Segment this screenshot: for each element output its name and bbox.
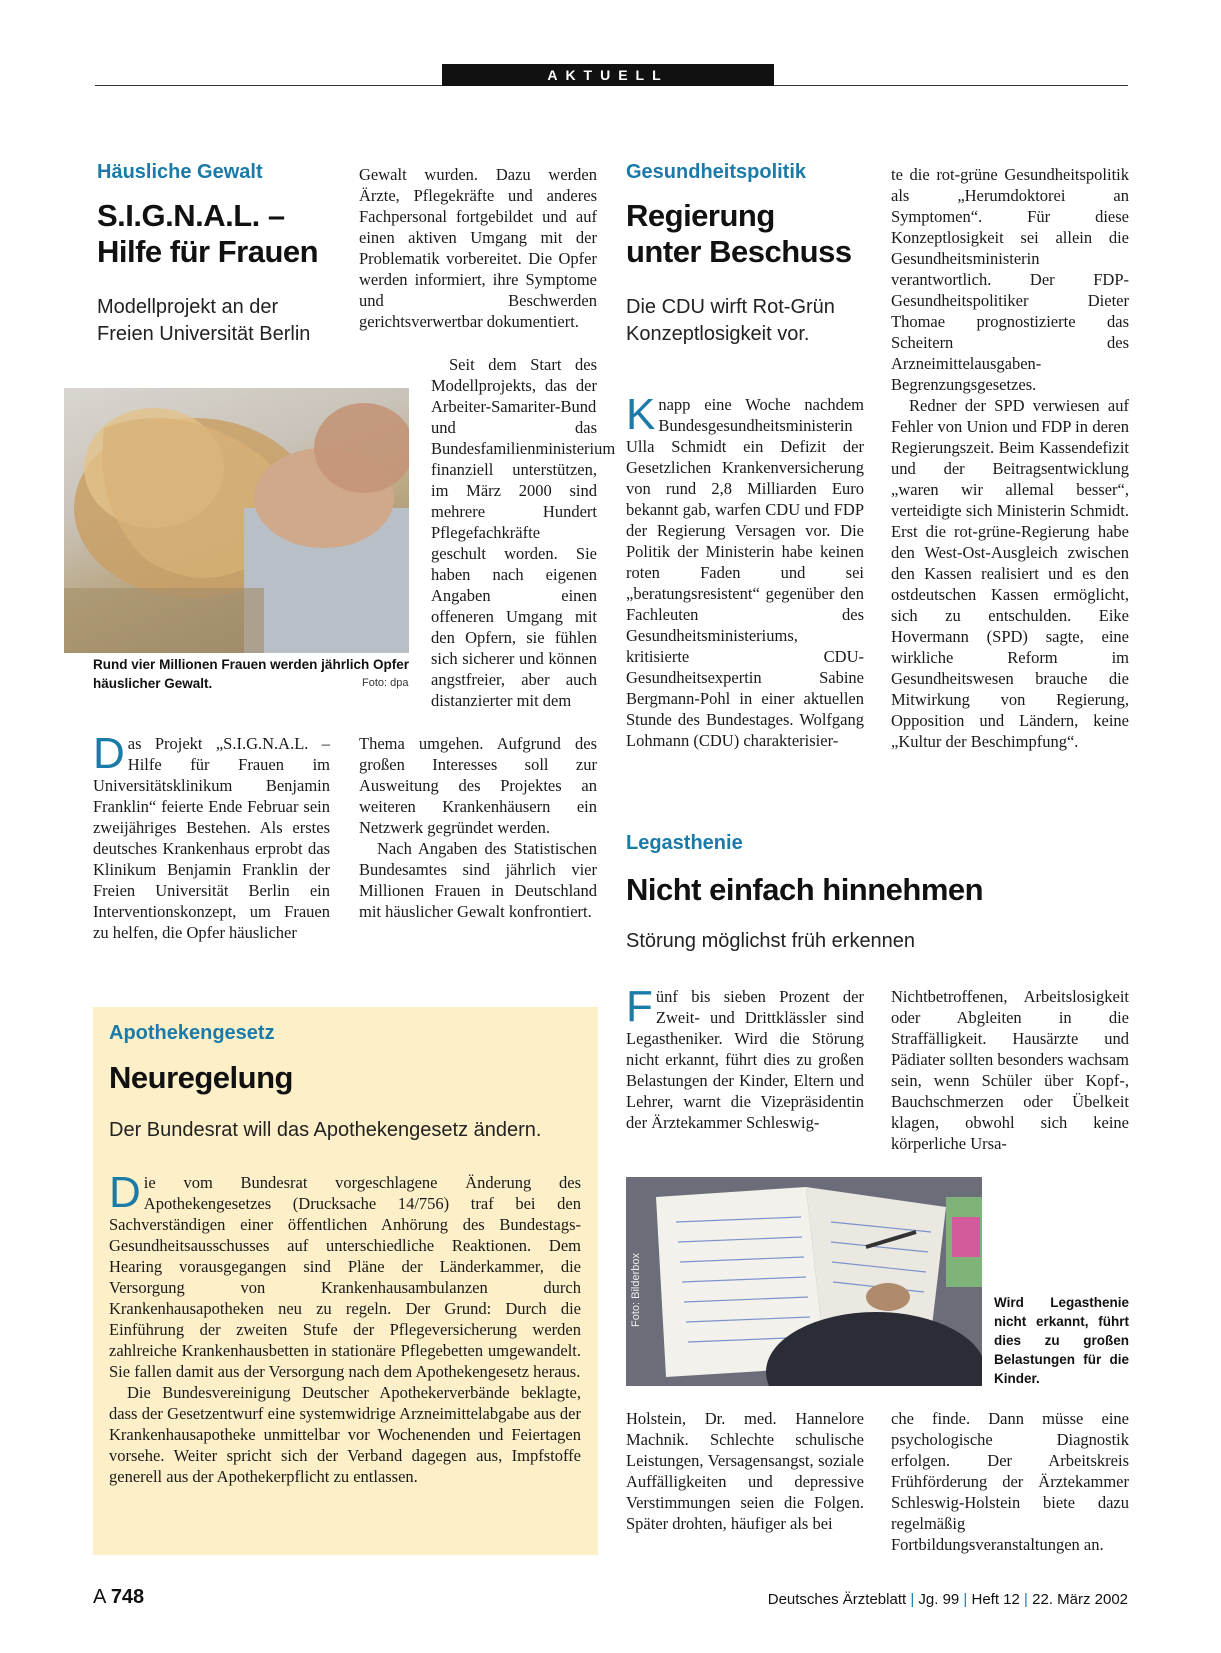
politik-dropcap: K [626, 390, 656, 439]
signal-column-1 [93, 729, 330, 943]
photo-woman-illustration [64, 388, 409, 653]
legasthenie-dropcap: F [626, 982, 653, 1031]
politik-kicker: Gesundheitspolitik [626, 161, 807, 183]
legasthenie-column-1-top [626, 982, 864, 1133]
signal-col2-narrow-text: Seit dem Start des Modellprojekts, das der Arbeiter-Samariter-Bund und das Bundesfamilienministerium finanziell unterstützen, im März 2000 sind mehrere Hundert Pflegefachkräfte geschult worden. Sie haben nach eigenen Angaben einen offeneren Umgang mit den Opfern, sie fühlen sich sicherer und können angstfreier, aber auch distanzierter mit dem [431, 355, 616, 710]
footer-journal: Deutsches Ärzteblatt [767, 1591, 907, 1608]
footer-page [93, 1586, 144, 1609]
signal-dropcap: D [93, 729, 125, 778]
signal-col2-bottom-p1: Thema umgehen. Aufgrund des großen Interesses soll zur Ausweitung des Projektes an weiteren Krankenhäusern ein Netzwerk gegründet werden. [359, 734, 597, 837]
footer-journal-line: Deutsches Ärzteblatt | Jg. 99 | Heft 12 | 22. März 2002 [767, 1591, 1128, 1608]
politik-headline [626, 198, 876, 270]
footer-page-prefix: A [93, 1586, 106, 1608]
legasthenie-column-2-bottom [891, 1408, 1129, 1555]
signal-headline [97, 198, 347, 270]
legasthenie-col1-top-text: ünf bis sieben Prozent der Zweit- und Drittklässler sind Legastheniker. Wird die Störung nicht erkannt, führt dies zu großen Belastungen der Kinder, Eltern und Lehrer, warnt die Vizepräsidentin der Ärztekammer Schleswig- [626, 987, 864, 1132]
politik-col2-p2: Redner der SPD verwiesen auf Fehler von Union und FDP in deren Regierungszeit. Beim Kassendefizit und der Beitragsentwicklung „waren wir allemal besser“, verteidigte sich Ministerin Schmidt. Erst die rot-grüne-Regierung habe den West-Ost-Ausgleich zwischen den Kassen realisiert und es den ostdeutschen Kassen ermöglicht, sich zu entschulden. Eike Hovermann (SPD) sagte, eine wirkliche Reform im Gesundheitswesen brauche die Mitwirkung von Regierung, Opposition und Ländern, keine „Kultur der Beschimpfung“. [891, 396, 1129, 751]
politik-column-1 [626, 390, 864, 751]
section-label: AKTUELL [442, 64, 774, 86]
signal-headline-line2: Hilfe für Frauen [97, 234, 319, 269]
photo-notebook [626, 1177, 982, 1386]
signal-column-2-narrow [431, 354, 616, 711]
apotheke-deck: Der Bundesrat will das Apothekengesetz ändern. [109, 1119, 542, 1141]
signal-column-2-top [359, 164, 597, 332]
politik-headline-line2: unter Beschuss [626, 234, 852, 269]
legasthenie-col2-bottom-text: che finde. Dann müsse eine psychologische Diagnostik erfolgen. Der Arbeitskreis Frühförderung der Ärztekammer Schleswig-Holstein biete dazu regelmäßig Fortbildungsveranstaltungen an. [891, 1409, 1129, 1554]
legasthenie-headline: Nicht einfach hinnehmen [626, 872, 984, 907]
footer-issue: Heft 12 [971, 1591, 1020, 1608]
apotheke-body [109, 1168, 581, 1487]
photo-woman [64, 388, 409, 653]
signal-deck: Modellprojekt an der Freien Universität Berlin [97, 296, 311, 345]
politik-column-2 [891, 164, 1129, 752]
signal-col2-top-text: Gewalt wurden. Dazu werden Ärzte, Pflegekräfte und anderes Fachpersonal fortgebildet und auf einen aktiven Umgang mit der Problematik vorbereitet. Die Opfer werden informiert, ihre Symptome und Beschwerden gerichtsverwertbar dokumentiert. [359, 165, 597, 331]
signal-col2-bottom-p2: Nach Angaben des Statistischen Bundesamtes sind jährlich vier Millionen Frauen in Deutschland mit häuslicher Gewalt konfrontiert. [359, 839, 597, 921]
signal-photo-credit: Foto: dpa [362, 677, 409, 689]
politik-col1-text: napp eine Woche nachdem Bundesgesundheitsministerin Ulla Schmidt ein Defizit der Gesetzlichen Krankenversicherung von rund 2,8 Milliarden Euro bekannt gab, warfen CDU und FDP der Regierung Versagen vor. Die Politik der Ministerin habe keinen roten Faden und sei „beratungsresistent“ gegenüber den Fachleuten des Gesundheitsministeriums, kritisierte CDU-Gesundheitsexpertin Sabine Bergmann-Pohl in einer aktuellen Stunde des Bundestages. Wolfgang Lohmann (CDU) charakterisier- [626, 395, 864, 750]
signal-headline-line1: S.I.G.N.A.L. – [97, 198, 285, 233]
legasthenie-col2-top-text: Nichtbetroffenen, Arbeitslosigkeit oder Abgleiten in die Straffälligkeit. Hausärzte und Pädiater sollten besonders wachsam sein, wenn Schüler über Kopf-, Bauchschmerzen oder Übelkeit klagen, obwohl sich keine körperliche Ursa- [891, 987, 1129, 1153]
legasthenie-photo-credit: Foto: Bilderbox [630, 1253, 642, 1327]
signal-column-2-bottom [359, 733, 597, 922]
apotheke-kicker: Apothekengesetz [109, 1022, 275, 1044]
footer-page-number: 748 [110, 1586, 145, 1608]
signal-kicker: Häusliche Gewalt [97, 161, 263, 183]
photo-notebook-illustration [626, 1177, 982, 1386]
legasthenie-col1-bottom-text: Holstein, Dr. med. Hannelore Machnik. Schlechte schulische Leistungen, Versagensangst, soziale Auffälligkeiten und depressive Verstimmungen seien die Folgen. Später drohten, häufiger als bei [626, 1409, 864, 1533]
legasthenie-column-1-bottom [626, 1408, 864, 1534]
politik-col2-p1: te die rot-grüne Gesundheitspolitik als „Herumdoktorei an Symptomen“. Für diese Konzeptlosigkeit sei allein die Gesundheitsministerin verantwortlich. Der FDP-Gesundheitspolitiker Dieter Thomae prognostizierte das Scheitern des Arzneimittelausgaben-Begrenzungsgesetzes. [891, 165, 1129, 394]
politik-deck: Die CDU wirft Rot-Grün Konzeptlosigkeit vor. [626, 296, 835, 345]
apotheke-p1: ie vom Bundesrat vorgeschlagene Änderung des Apothekengesetzes (Drucksache 14/756) traf bei den Sachverständigen einer öffentlichen Anhörung des Bundestags-Gesundheitsausschusses auf unterschiedliche Reaktionen. Dem Hearing vorausgegangen sind Pläne der Länderkammer, die Versorgung von Krankenhausambulanzen durch Krankenhausapotheken neu zu regeln. Der Grund: Durch die Einführung der zweiten Stufe der Pflegeversicherung werden zahlreiche Krankenhausbetten in stationäre Pflegebetten umgewandelt. Sie fallen damit aus der Versorgung nach dem Apothekengesetz heraus. [109, 1173, 581, 1381]
legasthenie-kicker: Legasthenie [626, 832, 743, 854]
apotheke-headline: Neuregelung [109, 1060, 293, 1095]
politik-headline-line1: Regierung [626, 198, 775, 233]
legasthenie-deck: Störung möglichst früh erkennen [626, 930, 916, 952]
signal-caption-text: Rund vier Millionen Frauen werden jährlich Opfer häuslicher Gewalt. [93, 657, 409, 691]
apotheke-p2: Die Bundesvereinigung Deutscher Apothekerverbände beklagte, dass der Gesetzentwurf eine systemwidrige Arzneimittelabgabe aus der Krankenhausapotheke unmittelbar vor Wochenenden und Feiertagen vorsehe. Weiter spricht sich der Verband dagegen aus, Impfstoffe generell aus der Apothekerpflicht zu entlassen. [109, 1383, 581, 1486]
apotheke-dropcap: D [109, 1168, 141, 1217]
footer-date: 22. März 2002 [1032, 1591, 1128, 1608]
legasthenie-column-2-top [891, 986, 1129, 1154]
footer-volume: Jg. 99 [918, 1591, 960, 1608]
signal-col1-text: as Projekt „S.I.G.N.A.L. – Hilfe für Frauen im Universitätsklinikum Benjamin Franklin“ feierte Ende Februar sein zweijähriges Bestehen. Als erstes deutsches Krankenhaus erprobt das Klinikum Benjamin Franklin der Freien Universität Berlin ein Interventionskonzept, um Frauen zu helfen, die Opfer häuslicher [93, 734, 330, 942]
legasthenie-photo-caption: Wird Legasthenie nicht erkannt, führt dies zu großen Belastungen für die Kinder. [994, 1295, 1129, 1386]
